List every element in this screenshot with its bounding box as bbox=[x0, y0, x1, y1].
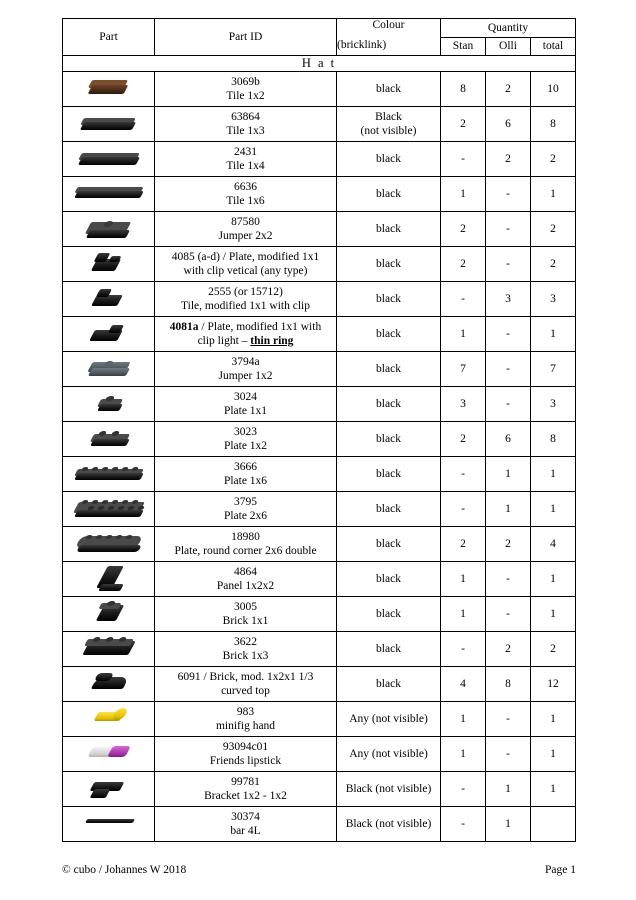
qty-olli-cell: - bbox=[486, 317, 531, 352]
part-image-cell bbox=[63, 212, 155, 247]
colour-cell bbox=[337, 177, 441, 212]
qty-total-cell: 8 bbox=[531, 422, 576, 457]
part-id-cell bbox=[155, 177, 337, 212]
colour-cell bbox=[337, 667, 441, 702]
part-image-tile1x2 bbox=[66, 72, 152, 106]
qty-olli-cell: - bbox=[486, 247, 531, 282]
part-id-cell bbox=[155, 212, 337, 247]
colour-cell bbox=[337, 247, 441, 282]
part-image-bracket bbox=[66, 772, 152, 806]
colour-cell bbox=[337, 282, 441, 317]
qty-olli-cell: - bbox=[486, 562, 531, 597]
part-id-number: 3069b bbox=[231, 75, 260, 88]
part-id-number: 3795 bbox=[234, 495, 257, 508]
header-colour-label: Colour bbox=[372, 19, 405, 31]
part-id-number: 93094c01 bbox=[222, 740, 269, 753]
footer-page-number: Page 1 bbox=[545, 864, 576, 876]
part-id-cell bbox=[155, 422, 337, 457]
part-id-cell bbox=[155, 107, 337, 142]
table-body bbox=[63, 56, 576, 842]
part-id-name: Plate 1x6 bbox=[223, 475, 268, 487]
header-olli: Olli bbox=[486, 37, 531, 56]
colour-cell bbox=[337, 387, 441, 422]
table-row bbox=[63, 527, 576, 562]
part-image-cell bbox=[63, 562, 155, 597]
part-image-brick1x1 bbox=[66, 597, 152, 631]
part-image-plate1x1 bbox=[66, 387, 152, 421]
part-id-number: 30374 bbox=[231, 810, 260, 823]
colour-note: (not visible) bbox=[360, 125, 417, 137]
header-colour-sub: (bricklink) bbox=[337, 39, 387, 51]
table-row bbox=[63, 667, 576, 702]
colour-cell bbox=[337, 142, 441, 177]
qty-stan-cell: - bbox=[441, 457, 486, 492]
qty-stan-cell: - bbox=[441, 632, 486, 667]
table-row bbox=[63, 702, 576, 737]
part-image-tile1x3 bbox=[66, 107, 152, 141]
colour-value: Black bbox=[375, 110, 402, 123]
qty-total-cell: 4 bbox=[531, 527, 576, 562]
part-image-cell bbox=[63, 737, 155, 772]
table-row bbox=[63, 387, 576, 422]
colour-value: black bbox=[376, 467, 401, 480]
colour-value: black bbox=[376, 82, 401, 95]
part-id-name: Brick 1x1 bbox=[222, 615, 269, 627]
part-id-cell bbox=[155, 562, 337, 597]
part-image-jumper1x2 bbox=[66, 352, 152, 386]
section-title: H a t bbox=[63, 56, 576, 72]
part-id-cell bbox=[155, 527, 337, 562]
colour-value: black bbox=[376, 607, 401, 620]
part-id-name: Panel 1x2x2 bbox=[216, 580, 275, 592]
part-id-name: Tile 1x6 bbox=[226, 195, 265, 207]
part-image-cell bbox=[63, 457, 155, 492]
section-header-row bbox=[63, 56, 576, 72]
part-id-number: 6091 / Brick, mod. 1x2x1 1/3 bbox=[177, 670, 314, 683]
page-footer bbox=[62, 864, 576, 876]
part-id-cell bbox=[155, 772, 337, 807]
header-total: total bbox=[531, 37, 576, 56]
part-image-bar bbox=[66, 807, 152, 841]
part-image-plate1x2 bbox=[66, 422, 152, 456]
part-id-name: Plate, round corner 2x6 double bbox=[174, 545, 317, 557]
table-row bbox=[63, 807, 576, 842]
part-image-tile1x4 bbox=[66, 142, 152, 176]
part-image-lipstick bbox=[66, 737, 152, 771]
part-id-name: bar 4L bbox=[230, 825, 261, 837]
part-image-cell bbox=[63, 387, 155, 422]
qty-stan-cell: 2 bbox=[441, 527, 486, 562]
qty-olli-cell: 1 bbox=[486, 772, 531, 807]
colour-cell bbox=[337, 562, 441, 597]
qty-stan-cell: 8 bbox=[441, 72, 486, 107]
part-id-number: 3622 bbox=[234, 635, 257, 648]
part-id-name: Plate 1x2 bbox=[223, 440, 268, 452]
part-id-name: Plate 1x1 bbox=[223, 405, 268, 417]
qty-stan-cell: 1 bbox=[441, 702, 486, 737]
part-image-cell bbox=[63, 527, 155, 562]
qty-total-cell bbox=[531, 807, 576, 842]
qty-total-cell: 1 bbox=[531, 457, 576, 492]
part-id-number: 18980 bbox=[231, 530, 260, 543]
part-image-plateround bbox=[66, 527, 152, 561]
part-image-clip3 bbox=[66, 317, 152, 351]
table-row bbox=[63, 177, 576, 212]
colour-cell bbox=[337, 807, 441, 842]
colour-value: Black (not visible) bbox=[345, 782, 432, 795]
qty-olli-cell: - bbox=[486, 387, 531, 422]
part-id-cell bbox=[155, 597, 337, 632]
colour-cell bbox=[337, 352, 441, 387]
colour-cell bbox=[337, 597, 441, 632]
qty-stan-cell: - bbox=[441, 807, 486, 842]
header-part-id: Part ID bbox=[155, 19, 337, 56]
qty-stan-cell: 3 bbox=[441, 387, 486, 422]
part-image-hand bbox=[66, 702, 152, 736]
colour-cell bbox=[337, 492, 441, 527]
qty-total-cell: 2 bbox=[531, 632, 576, 667]
part-image-cell bbox=[63, 247, 155, 282]
colour-value: black bbox=[376, 432, 401, 445]
colour-value: black bbox=[376, 642, 401, 655]
part-id-name: Jumper 1x2 bbox=[218, 370, 273, 382]
part-image-plate1x6 bbox=[66, 457, 152, 491]
colour-value: black bbox=[376, 222, 401, 235]
table-row bbox=[63, 247, 576, 282]
header-quantity: Quantity bbox=[441, 19, 576, 38]
part-image-plate2x6 bbox=[66, 492, 152, 526]
part-image-cell bbox=[63, 597, 155, 632]
part-id-cell bbox=[155, 72, 337, 107]
qty-olli-cell: 6 bbox=[486, 107, 531, 142]
qty-stan-cell: 2 bbox=[441, 212, 486, 247]
table-row bbox=[63, 352, 576, 387]
part-image-cell bbox=[63, 72, 155, 107]
colour-value: black bbox=[376, 362, 401, 375]
part-id-number: 3024 bbox=[234, 390, 257, 403]
qty-total-cell: 10 bbox=[531, 72, 576, 107]
part-id-cell bbox=[155, 807, 337, 842]
table-row bbox=[63, 457, 576, 492]
table-row bbox=[63, 72, 576, 107]
table-row bbox=[63, 282, 576, 317]
part-id-number: 4864 bbox=[234, 565, 257, 578]
qty-olli-cell: - bbox=[486, 352, 531, 387]
qty-stan-cell: 2 bbox=[441, 247, 486, 282]
part-id-name: clip light – thin ring bbox=[197, 335, 294, 347]
colour-value: black bbox=[376, 677, 401, 690]
colour-cell bbox=[337, 107, 441, 142]
qty-stan-cell: - bbox=[441, 282, 486, 317]
part-id-name: Tile 1x3 bbox=[226, 125, 265, 137]
qty-olli-cell: 2 bbox=[486, 632, 531, 667]
table-row bbox=[63, 492, 576, 527]
qty-total-cell: 1 bbox=[531, 702, 576, 737]
part-id-number: 63864 bbox=[231, 110, 260, 123]
part-id-number: 983 bbox=[236, 705, 255, 718]
qty-stan-cell: 2 bbox=[441, 422, 486, 457]
colour-cell bbox=[337, 527, 441, 562]
part-image-cell bbox=[63, 177, 155, 212]
qty-stan-cell: 1 bbox=[441, 737, 486, 772]
part-id-number: 99781 bbox=[231, 775, 260, 788]
qty-total-cell: 1 bbox=[531, 562, 576, 597]
part-id-cell bbox=[155, 247, 337, 282]
part-id-number: 3794a bbox=[231, 355, 260, 368]
part-id-name: Tile, modified 1x1 with clip bbox=[181, 300, 310, 312]
part-image-cell bbox=[63, 492, 155, 527]
qty-stan-cell: - bbox=[441, 142, 486, 177]
qty-stan-cell: - bbox=[441, 492, 486, 527]
part-image-cell bbox=[63, 282, 155, 317]
qty-stan-cell: 1 bbox=[441, 597, 486, 632]
table-row bbox=[63, 422, 576, 457]
part-id-number: 3023 bbox=[234, 425, 257, 438]
table-row bbox=[63, 212, 576, 247]
part-id-cell bbox=[155, 667, 337, 702]
part-image-cell bbox=[63, 702, 155, 737]
colour-value: black bbox=[376, 572, 401, 585]
part-image-cell bbox=[63, 142, 155, 177]
qty-total-cell: 2 bbox=[531, 212, 576, 247]
qty-olli-cell: - bbox=[486, 702, 531, 737]
part-id-cell bbox=[155, 387, 337, 422]
colour-value: black bbox=[376, 537, 401, 550]
colour-cell bbox=[337, 422, 441, 457]
table-row bbox=[63, 107, 576, 142]
part-id-name: curved top bbox=[221, 685, 270, 697]
qty-olli-cell: - bbox=[486, 177, 531, 212]
qty-total-cell: 2 bbox=[531, 247, 576, 282]
part-id-number: 87580 bbox=[231, 215, 260, 228]
colour-cell bbox=[337, 317, 441, 352]
part-id-cell bbox=[155, 492, 337, 527]
part-image-jumper2x2 bbox=[66, 212, 152, 246]
colour-cell bbox=[337, 457, 441, 492]
table-row bbox=[63, 317, 576, 352]
part-id-cell bbox=[155, 282, 337, 317]
part-image-cell bbox=[63, 352, 155, 387]
table-row bbox=[63, 737, 576, 772]
part-image-cell bbox=[63, 422, 155, 457]
part-id-name: Bracket 1x2 - 1x2 bbox=[204, 790, 287, 802]
part-id-number: 6636 bbox=[234, 180, 257, 193]
colour-value: black bbox=[376, 292, 401, 305]
table-row bbox=[63, 562, 576, 597]
part-id-cell bbox=[155, 737, 337, 772]
colour-value: Black (not visible) bbox=[345, 817, 432, 830]
qty-total-cell: 1 bbox=[531, 737, 576, 772]
qty-total-cell: 2 bbox=[531, 142, 576, 177]
colour-cell bbox=[337, 772, 441, 807]
qty-total-cell: 12 bbox=[531, 667, 576, 702]
part-id-number: 2555 (or 15712) bbox=[208, 285, 283, 298]
part-id-name: Tile 1x2 bbox=[226, 90, 265, 102]
part-id-name: Plate 2x6 bbox=[223, 510, 268, 522]
part-image-cell bbox=[63, 807, 155, 842]
colour-value: Any (not visible) bbox=[349, 747, 428, 760]
qty-total-cell: 1 bbox=[531, 597, 576, 632]
table-header-row bbox=[63, 19, 576, 38]
qty-olli-cell: 8 bbox=[486, 667, 531, 702]
part-id-cell bbox=[155, 142, 337, 177]
qty-olli-cell: 3 bbox=[486, 282, 531, 317]
part-id-name: Friends lipstick bbox=[209, 755, 282, 767]
qty-stan-cell: - bbox=[441, 772, 486, 807]
part-id-number: 3005 bbox=[234, 600, 257, 613]
colour-value: black bbox=[376, 257, 401, 270]
colour-value: black bbox=[376, 397, 401, 410]
part-id-cell bbox=[155, 457, 337, 492]
qty-total-cell: 7 bbox=[531, 352, 576, 387]
part-id-name: minifig hand bbox=[215, 720, 276, 732]
qty-olli-cell: - bbox=[486, 212, 531, 247]
qty-stan-cell: 7 bbox=[441, 352, 486, 387]
colour-value: black bbox=[376, 152, 401, 165]
qty-olli-cell: - bbox=[486, 737, 531, 772]
part-image-tile1x6 bbox=[66, 177, 152, 211]
part-image-brick1x3 bbox=[66, 632, 152, 666]
part-image-cell bbox=[63, 107, 155, 142]
part-image-cell bbox=[63, 772, 155, 807]
qty-total-cell: 1 bbox=[531, 177, 576, 212]
qty-olli-cell: 1 bbox=[486, 492, 531, 527]
header-colour bbox=[337, 19, 441, 56]
header-stan: Stan bbox=[441, 37, 486, 56]
qty-olli-cell: 2 bbox=[486, 142, 531, 177]
colour-cell bbox=[337, 702, 441, 737]
part-id-number: 4085 (a-d) / Plate, modified 1x1 bbox=[171, 250, 320, 263]
qty-total-cell: 1 bbox=[531, 317, 576, 352]
qty-total-cell: 1 bbox=[531, 492, 576, 527]
qty-olli-cell: 2 bbox=[486, 72, 531, 107]
qty-olli-cell: 2 bbox=[486, 527, 531, 562]
qty-olli-cell: 6 bbox=[486, 422, 531, 457]
colour-value: black bbox=[376, 327, 401, 340]
part-image-clip2 bbox=[66, 282, 152, 316]
part-id-number: 3666 bbox=[234, 460, 257, 473]
table-row bbox=[63, 632, 576, 667]
part-image-cell bbox=[63, 667, 155, 702]
table-row bbox=[63, 597, 576, 632]
qty-total-cell: 1 bbox=[531, 772, 576, 807]
part-id-cell bbox=[155, 632, 337, 667]
part-id-name: with clip vetical (any type) bbox=[183, 265, 308, 277]
part-image-cell bbox=[63, 317, 155, 352]
part-id-name: Tile 1x4 bbox=[226, 160, 265, 172]
colour-cell bbox=[337, 212, 441, 247]
qty-total-cell: 3 bbox=[531, 282, 576, 317]
part-id-name: Jumper 2x2 bbox=[218, 230, 273, 242]
table-row bbox=[63, 772, 576, 807]
qty-olli-cell: 1 bbox=[486, 807, 531, 842]
colour-value: black bbox=[376, 187, 401, 200]
qty-stan-cell: 1 bbox=[441, 177, 486, 212]
colour-cell bbox=[337, 632, 441, 667]
header-part: Part bbox=[63, 19, 155, 56]
part-id-cell bbox=[155, 702, 337, 737]
qty-olli-cell: - bbox=[486, 597, 531, 632]
table-row bbox=[63, 142, 576, 177]
qty-stan-cell: 4 bbox=[441, 667, 486, 702]
colour-cell bbox=[337, 737, 441, 772]
part-id-cell bbox=[155, 317, 337, 352]
colour-value: black bbox=[376, 502, 401, 515]
part-image-panel bbox=[66, 562, 152, 596]
qty-stan-cell: 2 bbox=[441, 107, 486, 142]
colour-cell bbox=[337, 72, 441, 107]
part-image-clip bbox=[66, 247, 152, 281]
qty-total-cell: 3 bbox=[531, 387, 576, 422]
qty-stan-cell: 1 bbox=[441, 317, 486, 352]
part-id-number: 2431 bbox=[234, 145, 257, 158]
qty-total-cell: 8 bbox=[531, 107, 576, 142]
qty-olli-cell: 1 bbox=[486, 457, 531, 492]
part-id-name: Brick 1x3 bbox=[222, 650, 269, 662]
colour-value: Any (not visible) bbox=[349, 712, 428, 725]
part-id-number: 4081a / Plate, modified 1x1 with bbox=[169, 320, 322, 333]
part-id-cell bbox=[155, 352, 337, 387]
part-image-curved bbox=[66, 667, 152, 701]
qty-stan-cell: 1 bbox=[441, 562, 486, 597]
parts-table bbox=[62, 18, 576, 842]
footer-copyright: © cubo / Johannes W 2018 bbox=[62, 864, 187, 876]
part-image-cell bbox=[63, 632, 155, 667]
